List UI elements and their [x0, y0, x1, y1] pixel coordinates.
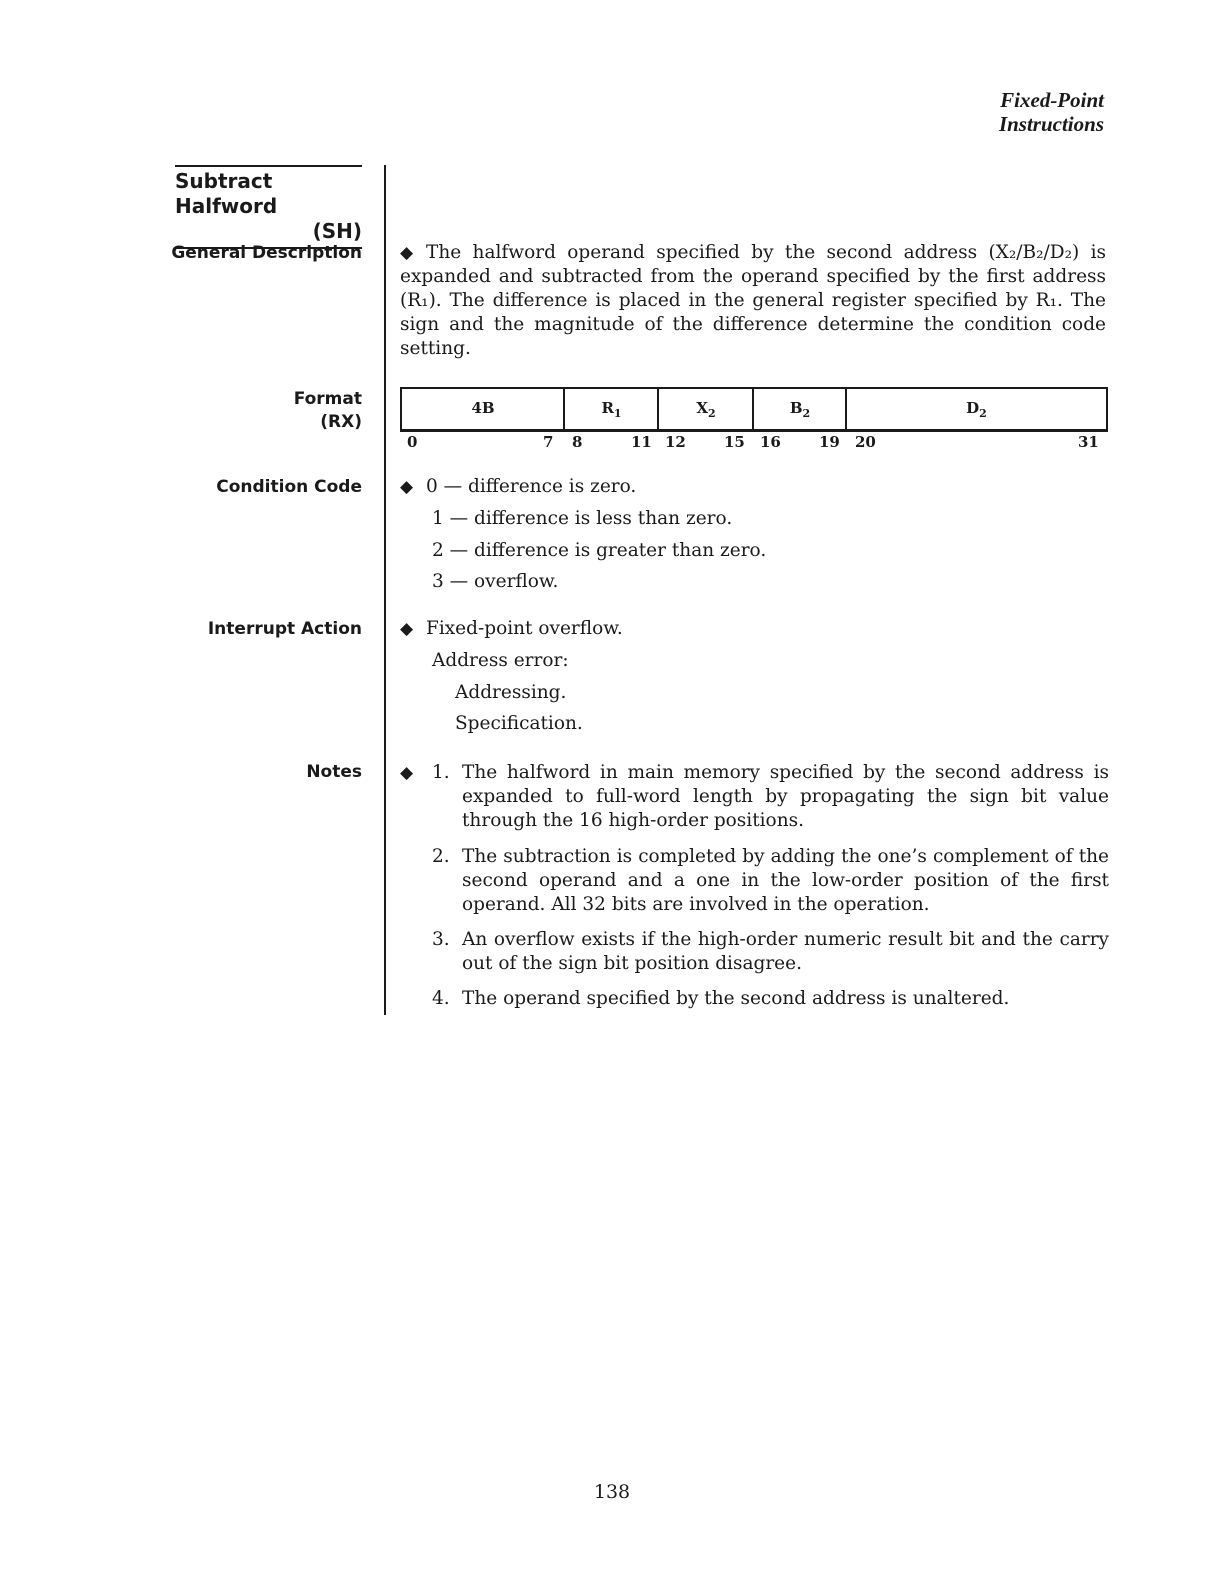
field-b2-label: B: [789, 399, 803, 417]
bit-number: 19: [819, 433, 840, 451]
bit-number: 7: [543, 433, 554, 451]
field-x2-sub: 2: [707, 407, 716, 420]
note-3: [432, 928, 1109, 976]
notes-bullet: [400, 761, 426, 785]
condition-code-3: 3 — overflow.: [432, 571, 559, 592]
condition-code-1: 1 — difference is less than zero.: [432, 508, 733, 529]
diamond-bullet-icon: ◆: [400, 477, 414, 497]
note-4-text: The operand specified by the second address is unaltered.: [462, 988, 1010, 1009]
field-b2-sub: 2: [802, 407, 811, 420]
note-1: [432, 761, 1109, 833]
label-format-line-2: (RX): [320, 412, 362, 432]
field-opcode: [402, 389, 564, 429]
bit-number: 11: [631, 433, 652, 451]
interrupt-action-4: Specification.: [455, 713, 583, 734]
page-number: 138: [593, 1481, 631, 1503]
bit-number: 15: [724, 433, 745, 451]
condition-code-0-text: 0 — difference is zero.: [426, 476, 637, 497]
interrupt-action-1: [400, 617, 623, 641]
column-divider: [384, 165, 386, 1015]
note-2-number: 2.: [432, 846, 450, 867]
general-description: [400, 241, 1106, 361]
field-x2: [659, 389, 753, 429]
label-general-description: General Description: [171, 243, 362, 263]
field-r1-label: R: [601, 399, 614, 417]
field-r1-sub: 1: [613, 407, 622, 420]
interrupt-action-1-text: Fixed-point overflow.: [426, 618, 623, 639]
condition-code-2: 2 — difference is greater than zero.: [432, 540, 767, 561]
diamond-bullet-icon: ◆: [400, 619, 414, 639]
instruction-title: [175, 165, 362, 249]
label-interrupt-action: Interrupt Action: [207, 619, 362, 639]
diamond-bullet-icon: ◆: [400, 763, 414, 783]
field-x2-label: X: [696, 399, 708, 417]
note-4: [432, 987, 1109, 1011]
field-b2: [754, 389, 846, 429]
interrupt-action-3: Addressing.: [455, 682, 567, 703]
bit-number: 8: [572, 433, 583, 451]
running-header: [999, 88, 1104, 136]
bit-number: 20: [855, 433, 876, 451]
diamond-bullet-icon: ◆: [400, 243, 414, 263]
general-description-text: The halfword operand specified by the second address (X₂/B₂/D₂) is expanded and subtracted from the operand specified by the first address (R₁). The difference is placed in the general register specified by R₁. The sign and the magnitude of the difference determine the condition code setting.: [400, 242, 1106, 359]
note-2: [432, 845, 1109, 917]
note-1-number: 1.: [432, 762, 450, 783]
instruction-format-diagram: [400, 387, 1108, 432]
condition-code-0: [400, 475, 636, 499]
bit-number: 31: [1078, 433, 1099, 451]
field-r1: [565, 389, 658, 429]
field-d2: [847, 389, 1106, 429]
field-opcode-label: 4B: [471, 399, 495, 417]
header-line-2: Instructions: [998, 112, 1104, 136]
label-condition-code: Condition Code: [216, 477, 362, 497]
field-d2-label: D: [966, 399, 980, 417]
title-line-1: Subtract Halfword: [175, 169, 278, 218]
header-line-1: Fixed-Point: [1000, 88, 1104, 112]
note-2-text: The subtraction is completed by adding the one’s complement of the second operand and a one in the low-order position of the first operand. All 32 bits are involved in the operation.: [462, 846, 1109, 915]
field-d2-sub: 2: [979, 407, 987, 420]
note-1-text: The halfword in main memory specified by the second address is expanded to full-word length by propagating the sign bit value through the 16 high-order positions.: [462, 762, 1109, 831]
note-4-number: 4.: [432, 988, 450, 1009]
bit-number: 16: [760, 433, 781, 451]
interrupt-action-2: Address error:: [432, 650, 569, 671]
label-notes: Notes: [306, 762, 362, 782]
title-line-2: (SH): [312, 219, 362, 243]
label-format-line-1: Format: [293, 389, 362, 409]
bit-number: 12: [665, 433, 686, 451]
note-3-text: An overflow exists if the high-order numeric result bit and the carry out of the sign bit position disagree.: [462, 929, 1109, 974]
label-format: [294, 388, 362, 434]
note-3-number: 3.: [432, 929, 450, 950]
bit-number: 0: [407, 433, 418, 451]
